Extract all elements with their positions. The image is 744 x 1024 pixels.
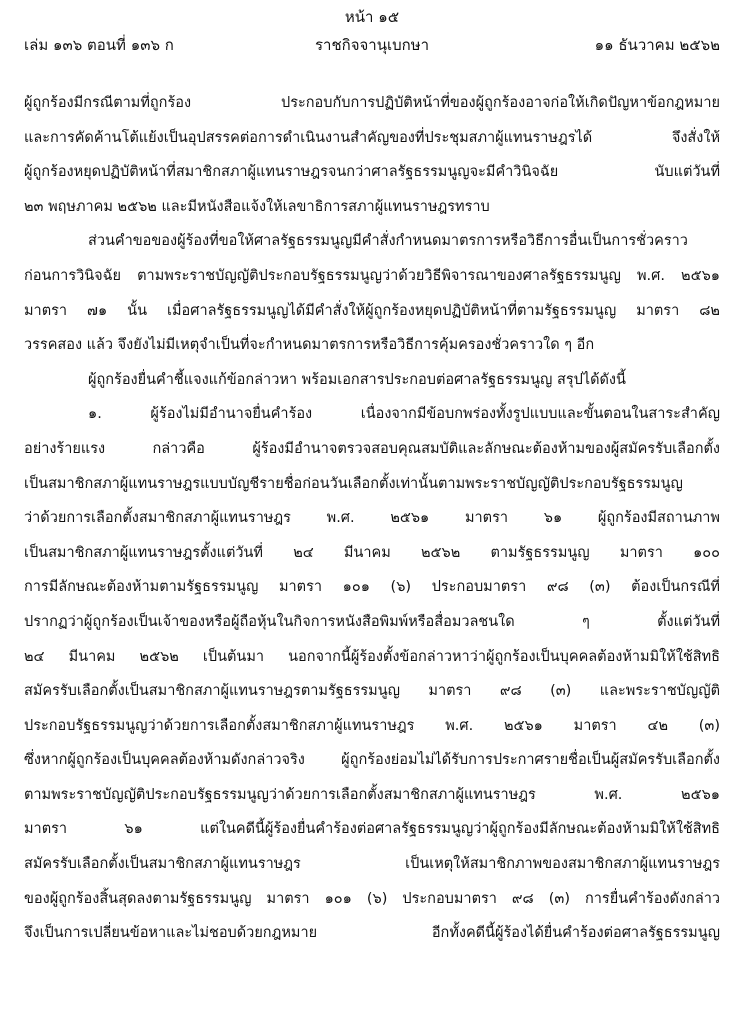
text-line: ปรากฏว่าผู้ถูกร้องเป็นเจ้าของหรือผู้ถือหุ้นในกิจการหนังสือพิมพ์หรือสื่อมวลชนใด ๆ ตั้งแต่วันที่ [24, 613, 720, 630]
paragraph [24, 224, 720, 362]
text-line: มาตรา ๖๑ แต่ในคดีนี้ผู้ร้องยื่นคำร้องต่อศาลรัฐธรรมนูญว่าผู้ถูกร้องมีลักษณะต้องห้ามมิให้ใช้สิทธิ [24, 821, 720, 838]
text-line: วรรคสอง แล้ว จึงยังไม่มีเหตุจำเป็นที่จะกำหนดมาตรการหรือวิธีการคุ้มครองชั่วคราวใด ๆ อีก [24, 337, 595, 354]
text-line: ๒๔ มีนาคม ๒๕๖๒ เป็นต้นมา นอกจากนี้ผู้ร้องตั้งข้อกล่าวหาว่าผู้ถูกร้องเป็นบุคคลต้องห้ามมิให้ใช้สิทธิ [24, 648, 720, 665]
document-body [24, 86, 720, 951]
text-line: เป็นสมาชิกสภาผู้แทนราษฎรตั้งแต่วันที่ ๒๔ มีนาคม ๒๕๖๒ ตามรัฐธรรมนูญ มาตรา ๑๐๐ [24, 544, 720, 561]
text-line: ซึ่งหากผู้ถูกร้องเป็นบุคคลต้องห้ามดังกล่าวจริง ผู้ถูกร้องย่อมไม่ได้รับการประกาศรายชื่อเป็นผู้สมัครรับเลือกตั้ง [24, 752, 720, 769]
text-line: ตามพระราชบัญญัติประกอบรัฐธรรมนูญว่าด้วยการเลือกตั้งสมาชิกสภาผู้แทนราษฎร พ.ศ. ๒๕๖๑ [24, 786, 720, 803]
running-header [24, 34, 720, 56]
text-line: อย่างร้ายแรง กล่าวคือ ผู้ร้องมีอำนาจตรวจสอบคุณสมบัติและลักษณะต้องห้ามของผู้สมัครรับเลือกตั้ง [24, 440, 720, 457]
text-line: ผู้ถูกร้องยื่นคำชี้แจงแก้ข้อกล่าวหา พร้อมเอกสารประกอบต่อศาลรัฐธรรมนูญ สรุปได้ดังนี้ [88, 371, 626, 388]
publication-date: ๑๑ ธันวาคม ๒๕๖๒ [594, 36, 720, 54]
text-line: ผู้ถูกร้องหยุดปฏิบัติหน้าที่สมาชิกสภาผู้แทนราษฎรจนกว่าศาลรัฐธรรมนูญจะมีคำวินิจฉัย นับแต่วันที่ [24, 164, 720, 181]
text-line: ส่วนคำขอของผู้ร้องที่ขอให้ศาลรัฐธรรมนูญมีคำสั่งกำหนดมาตรการหรือวิธีการอื่นเป็นการชั่วคราว [88, 233, 688, 250]
paragraph [24, 397, 720, 951]
text-line: ของผู้ถูกร้องสิ้นสุดลงตามรัฐธรรมนูญ มาตรา ๑๐๑ (๖) ประกอบมาตรา ๙๘ (๓) การยื่นคำร้องดังกล่าว [24, 890, 720, 907]
text-line: มาตรา ๗๑ นั้น เมื่อศาลรัฐธรรมนูญได้มีคำสั่งให้ผู้ถูกร้องหยุดปฏิบัติหน้าที่ตามรัฐธรรมนูญ มาตรา ๘๒ [24, 302, 720, 319]
text-line: ก่อนการวินิจฉัย ตามพระราชบัญญัติประกอบรัฐธรรมนูญว่าด้วยวิธีพิจารณาของศาลรัฐธรรมนูญ พ.ศ. ๒๕๖๑ [24, 267, 720, 284]
text-line: และการคัดค้านโต้แย้งเป็นอุปสรรคต่อการดำเนินงานสำคัญของที่ประชุมสภาผู้แทนราษฎรได้ จึงสั่งให้ [24, 129, 720, 146]
text-line: ผู้ถูกร้องมีกรณีตามที่ถูกร้อง ประกอบกับการปฏิบัติหน้าที่ของผู้ถูกร้องอาจก่อให้เกิดปัญหาข้อกฎหมาย [24, 95, 720, 111]
text-line: จึงเป็นการเปลี่ยนข้อหาและไม่ชอบด้วยกฎหมาย อีกทั้งคดีนี้ผู้ร้องได้ยื่นคำร้องต่อศาลรัฐธรรมนูญ [24, 925, 720, 942]
paragraph [24, 86, 720, 224]
text-line: สมัครรับเลือกตั้งเป็นสมาชิกสภาผู้แทนราษฎรตามรัฐธรรมนูญ มาตรา ๙๘ (๓) และพระราชบัญญัติ [24, 683, 720, 700]
paragraph [24, 363, 720, 398]
text-line: เป็นสมาชิกสภาผู้แทนราษฎรแบบบัญชีรายชื่อก่อนวันเลือกตั้งเท่านั้นตามพระราชบัญญัติประกอบรัฐธรรมนูญ [24, 475, 683, 492]
text-line: สมัครรับเลือกตั้งเป็นสมาชิกสภาผู้แทนราษฎร เป็นเหตุให้สมาชิกภาพของสมาชิกสภาผู้แทนราษฎร [24, 856, 720, 873]
volume-issue: เล่ม ๑๓๖ ตอนที่ ๑๓๖ ก [24, 36, 174, 54]
text-line: ๒๓ พฤษภาคม ๒๕๖๒ และมีหนังสือแจ้งให้เลขาธิการสภาผู้แทนราษฎรทราบ [24, 198, 490, 215]
text-line: ประกอบรัฐธรรมนูญว่าด้วยการเลือกตั้งสมาชิกสภาผู้แทนราษฎร พ.ศ. ๒๕๖๑ มาตรา ๔๒ (๓) [24, 717, 720, 734]
publication-name: ราชกิจจานุเบกษา [314, 36, 430, 54]
text-line: การมีลักษณะต้องห้ามตามรัฐธรรมนูญ มาตรา ๑๐๑ (๖) ประกอบมาตรา ๙๘ (๓) ต้องเป็นกรณีที่ [24, 579, 720, 596]
page-number: หน้า ๑๕ [344, 8, 400, 26]
text-line: ๑. ผู้ร้องไม่มีอำนาจยื่นคำร้อง เนื่องจากมีข้อบกพร่องทั้งรูปแบบและขั้นตอนในสาระสำคัญ [88, 406, 720, 423]
text-line: ว่าด้วยการเลือกตั้งสมาชิกสภาผู้แทนราษฎร พ.ศ. ๒๕๖๑ มาตรา ๖๑ ผู้ถูกร้องมีสถานภาพ [24, 510, 720, 527]
